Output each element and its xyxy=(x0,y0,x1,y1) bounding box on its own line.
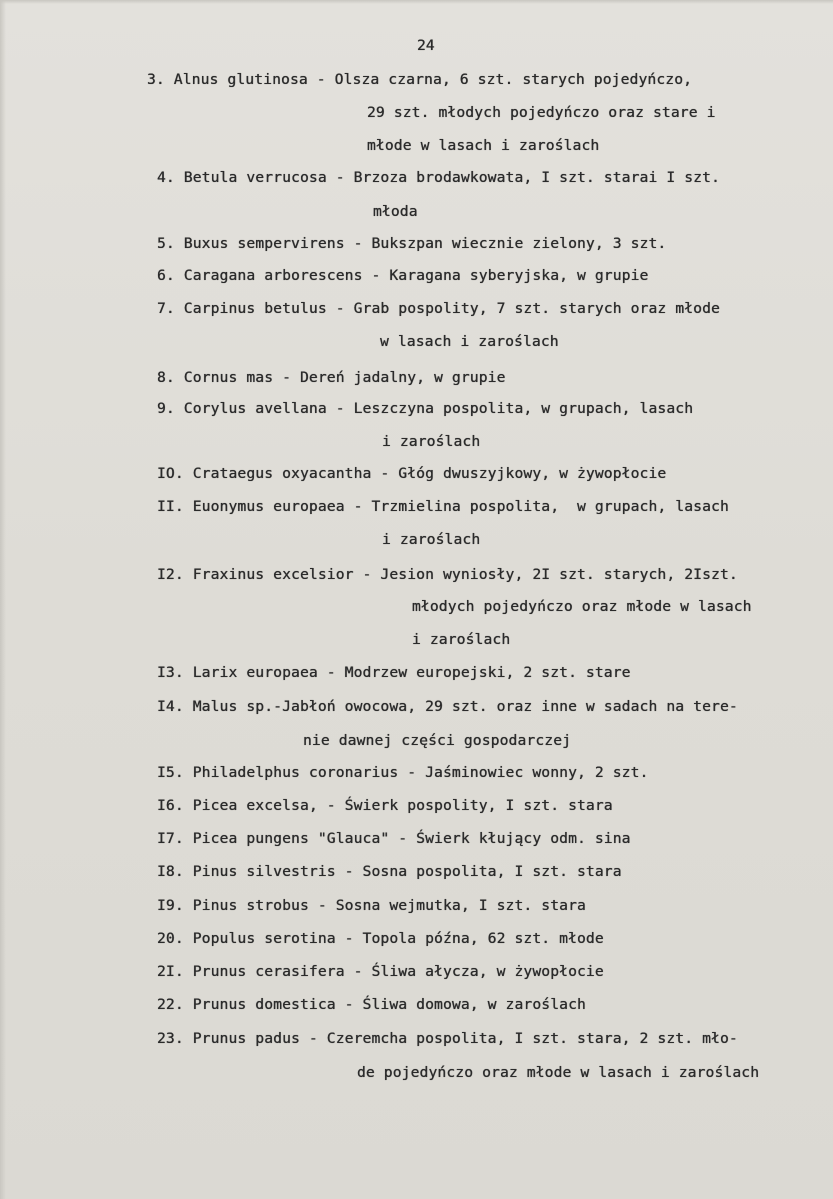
page-number: 24 xyxy=(417,37,435,54)
list-item-22: 22. Prunus domestica - Śliwa domowa, w zaroślach xyxy=(157,996,586,1013)
list-item-15: I5. Philadelphus coronarius - Jaśminowiec wonny, 2 szt. xyxy=(157,764,649,781)
list-item-18: I8. Pinus silvestris - Sosna pospolita, I szt. stara xyxy=(157,863,622,880)
list-item-17: I7. Picea pungens "Glauca" - Świerk kłujący odm. sina xyxy=(157,830,631,847)
list-item-14-continuation: nie dawnej części gospodarczej xyxy=(303,732,572,749)
list-item-7-continuation: w lasach i zaroślach xyxy=(380,333,559,350)
list-item-6: 6. Caragana arborescens - Karagana syberyjska, w grupie xyxy=(157,267,649,284)
list-item-12-continuation-1: młodych pojedyńczo oraz młode w lasach xyxy=(412,598,752,615)
list-item-23-continuation: de pojedyńczo oraz młode w lasach i zaroślach xyxy=(357,1064,760,1081)
list-item-4: 4. Betula verrucosa - Brzoza brodawkowata, I szt. starai I szt. xyxy=(157,169,720,186)
list-item-19: I9. Pinus strobus - Sosna wejmutka, I szt. stara xyxy=(157,897,586,914)
list-item-4-continuation: młoda xyxy=(373,203,418,220)
list-item-21: 2I. Prunus cerasifera - Śliwa ałycza, w żywopłocie xyxy=(157,963,604,980)
list-item-9-continuation: i zaroślach xyxy=(382,433,481,450)
list-item-23: 23. Prunus padus - Czeremcha pospolita, I szt. stara, 2 szt. mło- xyxy=(157,1030,738,1047)
list-item-3-continuation-2: młode w lasach i zaroślach xyxy=(367,137,600,154)
page-top-shadow xyxy=(0,0,833,4)
list-item-7: 7. Carpinus betulus - Grab pospolity, 7 szt. starych oraz młode xyxy=(157,300,720,317)
list-item-11: II. Euonymus europaea - Trzmielina pospolita, w grupach, lasach xyxy=(157,498,729,515)
page-edge-shadow xyxy=(0,0,6,1199)
list-item-16: I6. Picea excelsa, - Świerk pospolity, I szt. stara xyxy=(157,797,613,814)
list-item-12-continuation-2: i zaroślach xyxy=(412,631,511,648)
list-item-14: I4. Malus sp.-Jabłoń owocowa, 29 szt. oraz inne w sadach na tere- xyxy=(157,698,738,715)
list-item-3-continuation-1: 29 szt. młodych pojedyńczo oraz stare i xyxy=(367,104,716,121)
list-item-3: 3. Alnus glutinosa - Olsza czarna, 6 szt. starych pojedyńczo, xyxy=(147,71,693,88)
list-item-13: I3. Larix europaea - Modrzew europejski, 2 szt. stare xyxy=(157,664,631,681)
list-item-20: 20. Populus serotina - Topola późna, 62 szt. młode xyxy=(157,930,604,947)
list-item-11-continuation: i zaroślach xyxy=(382,531,481,548)
list-item-9: 9. Corylus avellana - Leszczyna pospolita, w grupach, lasach xyxy=(157,400,694,417)
list-item-8: 8. Cornus mas - Dereń jadalny, w grupie xyxy=(157,369,506,386)
list-item-12: I2. Fraxinus excelsior - Jesion wyniosły, 2I szt. starych, 2Iszt. xyxy=(157,566,738,583)
list-item-5: 5. Buxus sempervirens - Bukszpan wiecznie zielony, 3 szt. xyxy=(157,235,667,252)
list-item-10: IO. Crataegus oxyacantha - Głóg dwuszyjkowy, w żywopłocie xyxy=(157,465,667,482)
